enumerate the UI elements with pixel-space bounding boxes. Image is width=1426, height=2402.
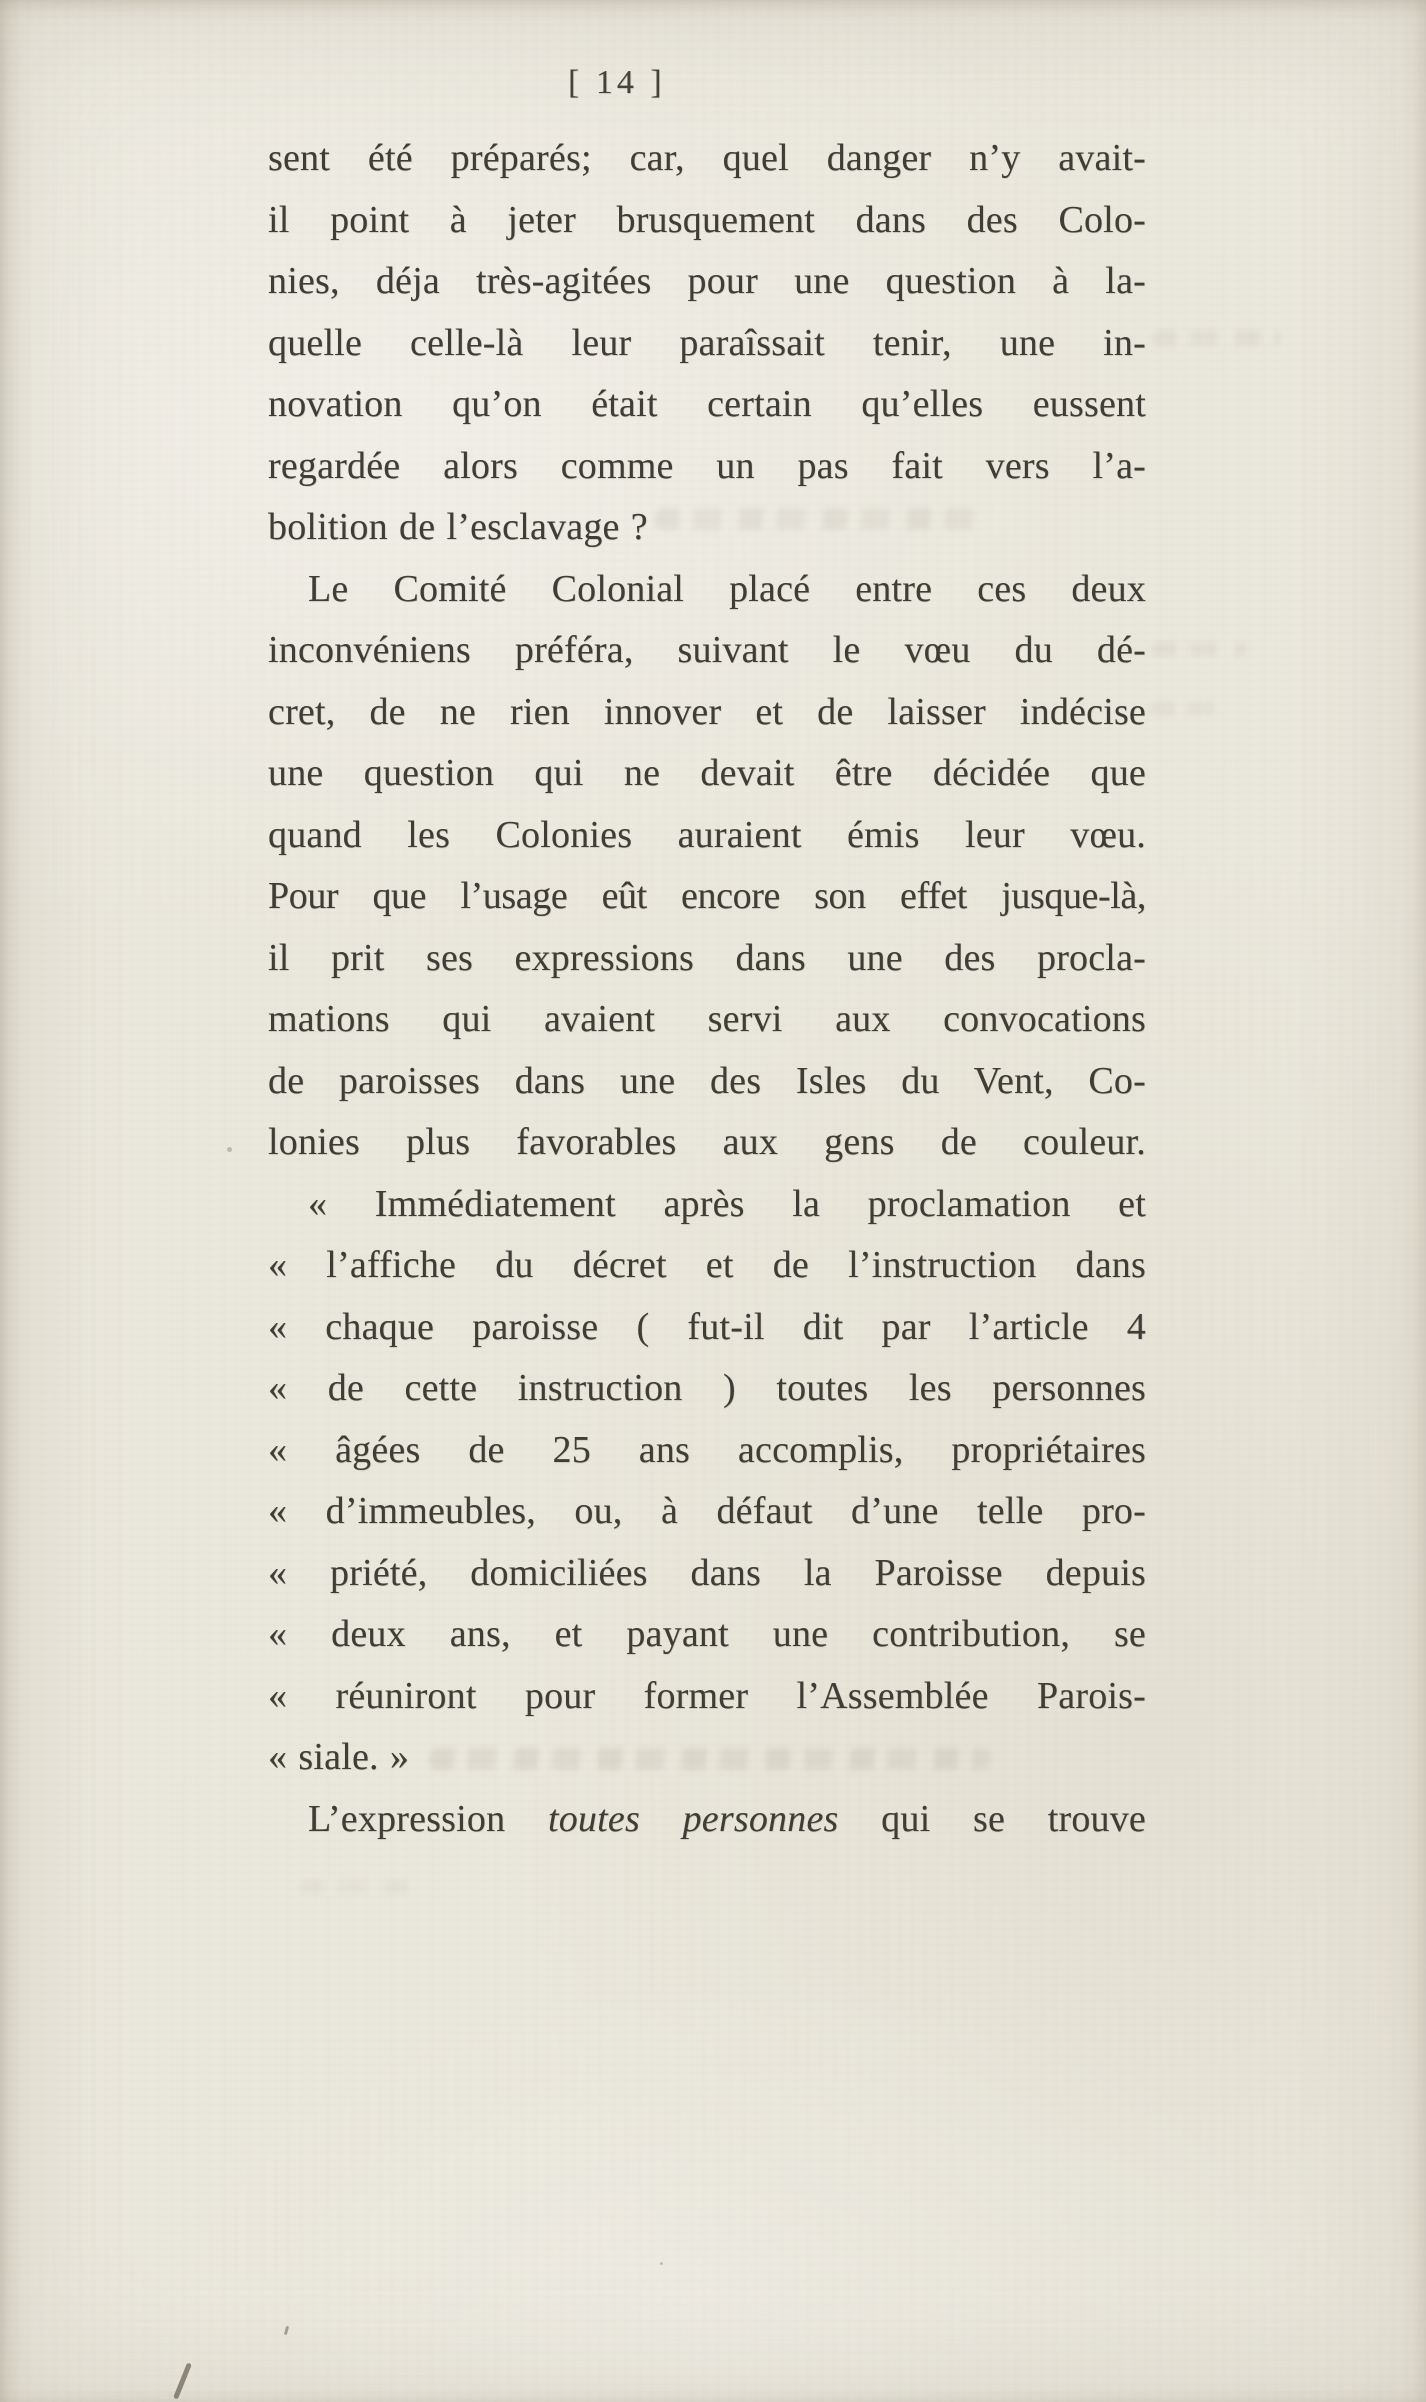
bleed-through-mark [1152,642,1248,656]
text-line: inconvéniens préféra, suivant le vœu du dé- [268,629,1146,671]
text-line: novation qu’on était certain qu’elles eussent [268,383,1146,425]
bleed-through-mark [1150,702,1216,715]
text-line: « âgées de 25 ans accomplis, propriétaires [268,1428,1146,1471]
text-line: « réuniront pour former l’Assemblée Parois- [268,1674,1146,1717]
text-line: une question qui ne devait être décidée que [268,752,1146,794]
text-line: regardée alors comme un pas fait vers l’a- [268,444,1146,487]
text-line: cret, de ne rien innover et de laisser indécise [268,690,1146,733]
text-line: bolition de l’esclavage ? [268,506,648,548]
text-line: lonies plus favorables aux gens de couleur. [268,1121,1146,1163]
bleed-through-mark [654,508,986,530]
final-line-post: qui se trouve [838,1797,1147,1840]
text-line: « deux ans, et payant une contribution, se [268,1613,1146,1655]
text-line: « l’affiche du décret et de l’instruction dans [268,1244,1146,1286]
text-line: « Immédiatement après la proclamation et [308,1182,1146,1225]
bleed-through-mark [1151,330,1282,346]
text-line: il prit ses expressions dans une des procla- [268,936,1146,979]
text-line: Pour que l’usage eût encore son effet jusque-là, [268,875,1146,917]
text-line: « siale. » [268,1736,410,1778]
text-line: « priété, domiciliées dans la Paroisse depuis [268,1551,1146,1594]
ink-speck [227,1147,232,1152]
text-line: Le Comité Colonial placé entre ces deux [308,567,1146,610]
text-line: « chaque paroisse ( fut-il dit par l’article 4 [268,1305,1146,1348]
final-line-pre: L’expression [308,1797,548,1840]
bleed-through-mark [300,1880,421,1894]
text-line: quelle celle-là leur paraîssait tenir, une in- [268,321,1146,364]
final-line-italic: toutes personnes [547,1797,839,1840]
text-line: « d’immeubles, ou, à défaut d’une telle pro- [268,1490,1146,1532]
text-line: sent été préparés; car, quel danger n’y avait- [268,137,1146,179]
text-line: nies, déja très-agitées pour une question à la- [268,260,1146,302]
text-line-final [268,1789,1146,1851]
ink-speck [660,2262,663,2265]
text-line: de paroisses dans une des Isles du Vent, Co- [268,1059,1146,1102]
text-line: quand les Colonies auraient émis leur vœu. [268,813,1146,856]
page-text [268,128,1146,1850]
text-line: mations qui avaient servi aux convocations [268,998,1146,1040]
page-number: [ 14 ] [568,64,666,101]
ink-speck [284,2326,289,2335]
pen-mark [173,2362,192,2399]
text-line: « de cette instruction ) toutes les personnes [268,1367,1146,1409]
bleed-through-mark [429,1748,991,1770]
text-line: il point à jeter brusquement dans des Colo- [268,198,1146,241]
